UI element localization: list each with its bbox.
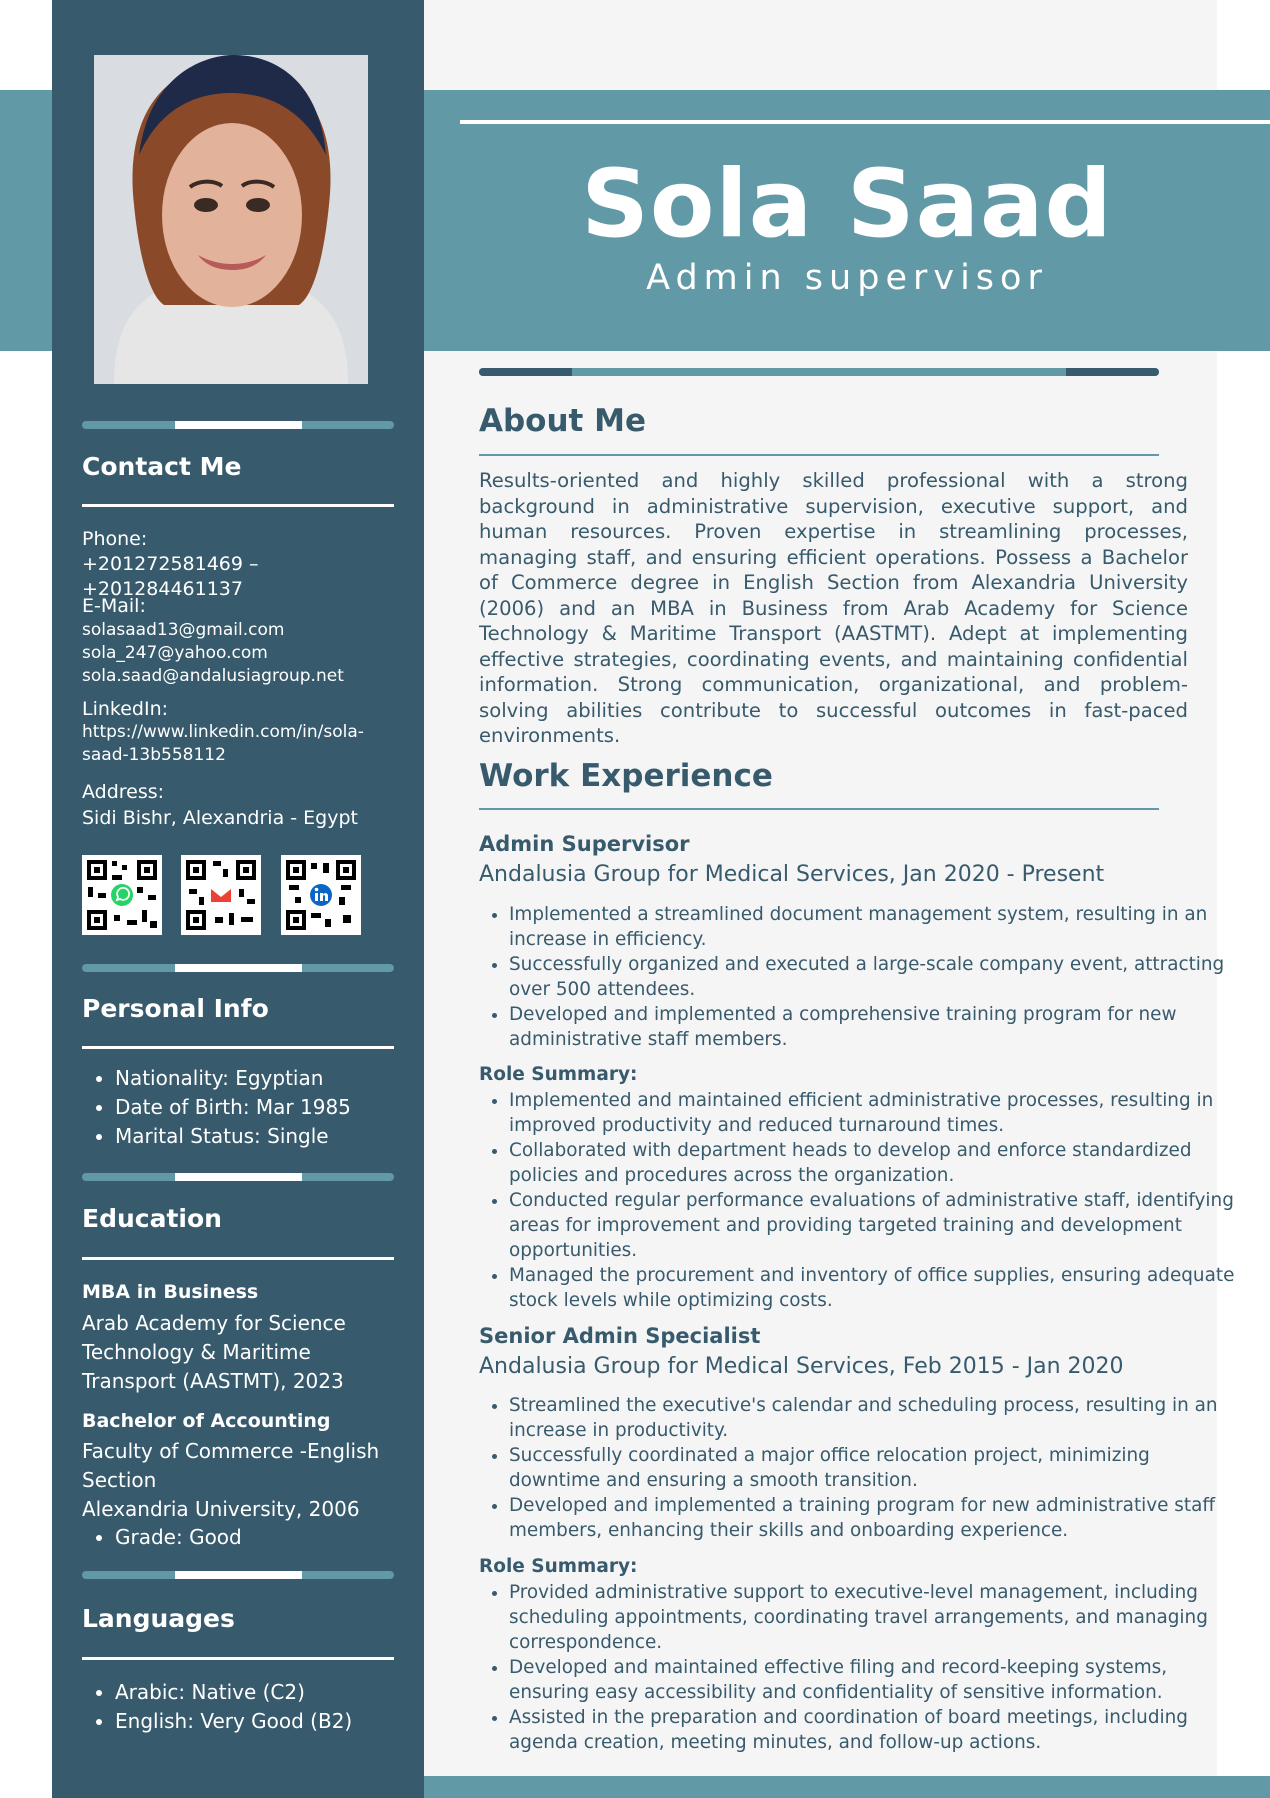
sidebar-divider <box>82 1173 394 1181</box>
list-item: • Implemented a streamlined document management system, resulting in an increase in efficiency. <box>509 902 1244 952</box>
about-rule <box>479 454 1159 456</box>
bachelor-school: Faculty of Commerce -English Section Alexandria University, 2006 <box>82 1439 380 1521</box>
list-item: • Date of Birth: Mar 1985 <box>115 1093 435 1122</box>
mba-school: Arab Academy for Science Technology & Maritime Transport (AASTMT), 2023 <box>82 1311 346 1393</box>
phone-label: Phone: <box>82 528 148 550</box>
list-item: • Assisted in the preparation and coordination of board meetings, including agenda creation, meeting minutes, and follow-up actions. <box>509 1705 1244 1755</box>
list-item: • Successfully coordinated a major office relocation project, minimizing downtime and ensuring a smooth transition. <box>509 1443 1244 1493</box>
linkedin-url[interactable]: https://www.linkedin.com/in/sola- <box>82 722 364 742</box>
list-item: • Collaborated with department heads to develop and enforce standardized policies and procedures across the organization. <box>509 1138 1244 1188</box>
sidebar-divider <box>82 421 394 429</box>
email-qr-code[interactable] <box>181 855 261 935</box>
bachelor-degree: Bachelor of Accounting <box>82 1410 331 1432</box>
footer-band <box>424 1776 1270 1798</box>
job-achievements <box>479 1393 1244 1543</box>
list-item: • Arabic: Native (C2) <box>115 1678 435 1707</box>
email-label: E-Mail: <box>82 595 146 617</box>
list-item: • Streamlined the executive's calendar and scheduling process, resulting in an increase in productivity. <box>509 1393 1244 1443</box>
personal-info-rule <box>82 1046 394 1049</box>
list-item: • Implemented and maintained efficient administrative processes, resulting in improved productivity and reduced turnaround times. <box>509 1088 1244 1138</box>
email-address[interactable]: sola.saad@andalusiagroup.net <box>82 666 344 686</box>
sidebar-divider <box>82 964 394 972</box>
languages-title: Languages <box>82 1604 235 1633</box>
linkedin-url-cont[interactable]: saad-13b558112 <box>82 745 226 765</box>
contact-title: Contact Me <box>82 452 242 481</box>
role-summary-list <box>479 1088 1244 1313</box>
about-title: About Me <box>479 403 647 439</box>
role-summary-list <box>479 1580 1244 1755</box>
role-summary-label: Role Summary: <box>479 1556 638 1577</box>
personal-info-title: Personal Info <box>82 994 269 1023</box>
candidate-job-title: Admin supervisor <box>646 258 1048 298</box>
list-item: • Developed and maintained effective filing and record-keeping systems, ensuring easy accessibility and confidentiality of sensitive information. <box>509 1655 1244 1705</box>
header-line <box>460 120 1270 124</box>
address-value: Sidi Bishr, Alexandria - Egypt <box>82 807 358 829</box>
address-label: Address: <box>82 781 165 803</box>
languages-rule <box>82 1657 394 1660</box>
grade-list <box>82 1523 435 1552</box>
candidate-name: Sola Saad <box>581 150 1113 259</box>
list-item: • Developed and implemented a training program for new administrative staff members, enhancing their skills and onboarding experience. <box>509 1493 1244 1543</box>
role-summary-label: Role Summary: <box>479 1064 638 1085</box>
job-achievements <box>479 902 1244 1052</box>
list-item: • Successfully organized and executed a large-scale company event, attracting over 500 attendees. <box>509 952 1244 1002</box>
work-experience-title: Work Experience <box>479 758 773 794</box>
personal-info-list <box>82 1064 435 1151</box>
linkedin-qr-code[interactable] <box>281 855 361 935</box>
list-item: • English: Very Good (B2) <box>115 1707 435 1736</box>
sidebar-divider <box>82 1571 394 1579</box>
list-item: • Conducted regular performance evaluations of administrative staff, identifying areas for improvement and providing targeted training and development opportunities. <box>509 1188 1244 1263</box>
list-item: • Nationality: Egyptian <box>115 1064 435 1093</box>
email-address[interactable]: solasaad13@gmail.com <box>82 620 285 640</box>
about-text: Results-oriented and highly skilled professional with a strong background in administrative supervision, executive support, and human resources. Proven expertise in streamlining processes, managing staff, and ensuring efficient operations. Possess a Bachelor of Commerce degree in English Section from Alexandria University (2006) and an MBA in Business from Arab Academy for Science Technology & Maritime Transport (AASTMT). Adept at implementing effective strategies, coordinating events, and maintaining confidential information. Strong communication, organizational, and problem-solving abilities contribute to successful outcomes in fast-paced environments. <box>479 469 1188 747</box>
job-company: Andalusia Group for Medical Services, Jan 2020 - Present <box>479 862 1105 887</box>
languages-list <box>82 1678 435 1736</box>
list-item: • Provided administrative support to executive-level management, including scheduling appointments, coordinating travel arrangements, and managing correspondence. <box>509 1580 1244 1655</box>
email-address[interactable]: sola_247@yahoo.com <box>82 643 268 663</box>
profile-photo <box>94 55 368 384</box>
education-title: Education <box>82 1204 222 1233</box>
linkedin-label: LinkedIn: <box>82 698 169 720</box>
job-title: Senior Admin Specialist <box>479 1324 761 1348</box>
mba-degree: MBA in Business <box>82 1281 259 1303</box>
education-rule <box>82 1257 394 1260</box>
section-top-bar <box>479 368 1159 376</box>
list-item: • Developed and implemented a comprehensive training program for new administrative staff members. <box>509 1002 1244 1052</box>
phone-value: +201272581469 – +201284461137 <box>82 553 259 600</box>
whatsapp-qr-code[interactable] <box>82 855 162 935</box>
grade-item: • Grade: Good <box>115 1523 435 1552</box>
contact-rule <box>82 504 394 507</box>
list-item: • Managed the procurement and inventory of office supplies, ensuring adequate stock levels while optimizing costs. <box>509 1263 1244 1313</box>
job-title: Admin Supervisor <box>479 832 690 856</box>
list-item: • Marital Status: Single <box>115 1122 435 1151</box>
job-company: Andalusia Group for Medical Services, Feb 2015 - Jan 2020 <box>479 1354 1124 1379</box>
work-experience-rule <box>479 808 1159 810</box>
